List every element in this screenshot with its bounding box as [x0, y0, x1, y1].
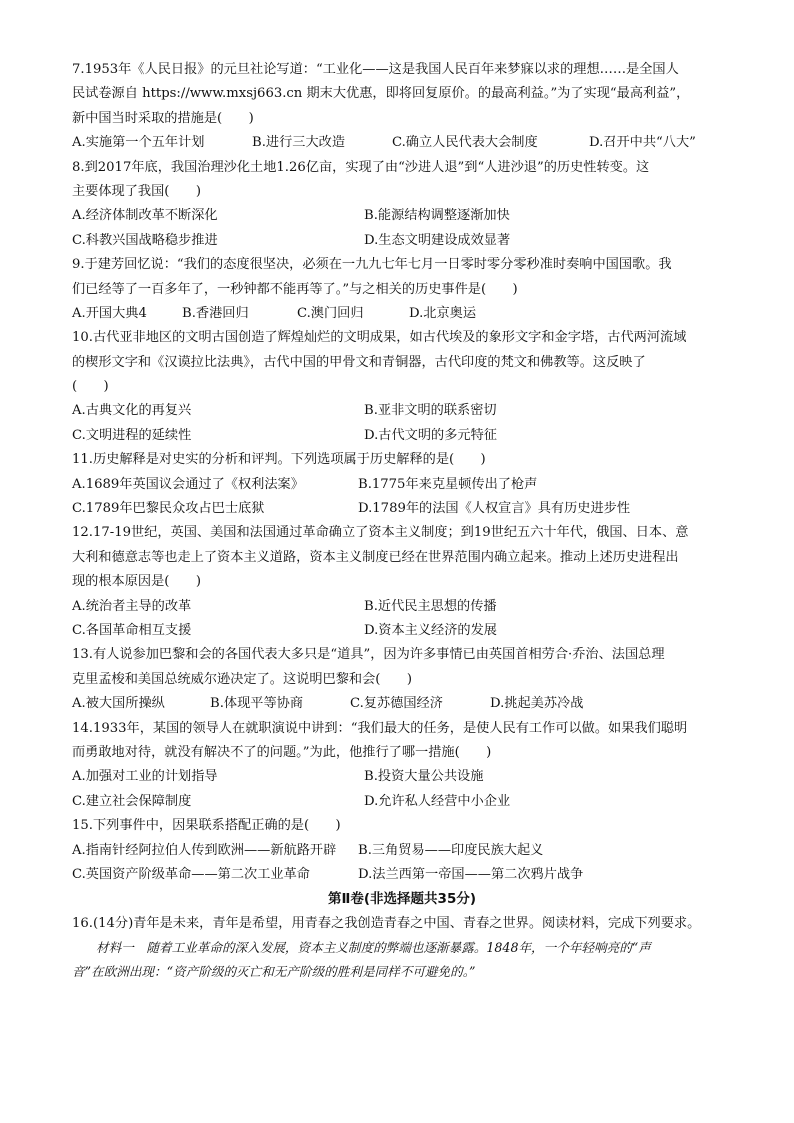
question-text: 15.下列事件中，因果联系搭配正确的是( ): [72, 818, 341, 834]
question-text: 7.1953年《人民日报》的元旦社论写道：“工业化——这是我国人民百年来梦寐以求的理想……是全国人: [72, 62, 679, 77]
option-c[interactable]: C.各国革命相互支援: [72, 622, 192, 638]
material-text: 音”在欧洲出现：“资产阶级的灭亡和无产阶级的胜利是同样不可避免的。”: [72, 964, 476, 980]
option-b[interactable]: B.能源结构调整逐渐加快: [364, 208, 510, 224]
options-row: [72, 424, 732, 448]
option-b[interactable]: B.进行三大改造: [252, 135, 346, 151]
options-row: [72, 595, 732, 619]
option-d[interactable]: D.法兰西第一帝国——第二次鸦片战争: [358, 866, 584, 882]
option-b[interactable]: B.体现平等协商: [210, 696, 304, 712]
option-a[interactable]: A.实施第一个五年计划: [72, 135, 205, 151]
question-text: 9.于建芳回忆说：“我们的态度很坚决，必须在一九九七年七月一日零时零分零秒准时奏响中国国歌。我: [72, 257, 672, 273]
option-d[interactable]: D.古代文明的多元特征: [364, 427, 497, 443]
question-text: 新中国当时采取的措施是( ): [72, 110, 254, 126]
option-d[interactable]: D.允许私人经营中小企业: [364, 793, 511, 809]
option-c[interactable]: C.文明进程的延续性: [72, 427, 192, 443]
options-row: [72, 839, 732, 863]
question-text: 克里孟梭和美国总统威尔逊决定了。这说明巴黎和会( ): [72, 671, 412, 687]
question-9: [72, 253, 732, 326]
option-a[interactable]: A.开国大典4: [72, 305, 147, 321]
question-12: [72, 521, 732, 643]
options-row: [72, 692, 732, 716]
question-text: ( ): [72, 379, 109, 395]
option-a[interactable]: A.被大国所操纵: [72, 696, 165, 712]
option-a[interactable]: A.1689年英国议会通过了《权利法案》: [72, 476, 304, 492]
option-d[interactable]: D.北京奥运: [409, 305, 477, 321]
question-text: 主要体现了我国( ): [72, 183, 201, 199]
option-a[interactable]: A.加强对工业的计划指导: [72, 769, 218, 785]
question-text: 12.17-19世纪，英国、美国和法国通过革命确立了资本主义制度；到19世纪五六十年代，俄国、日本、意: [72, 525, 689, 541]
option-c[interactable]: C.确立人民代表大会制度: [392, 135, 538, 151]
question-text: 而勇敢地对待，就没有解决不了的问题。”为此，他推行了哪一措施( ): [72, 744, 492, 760]
question-text: 的楔形文字和《汉谟拉比法典》，古代中国的甲骨文和青铜器，古代印度的梵文和佛教等。这反映了: [72, 354, 646, 370]
material-block: [72, 936, 732, 985]
material-text: 材料一 随着工业革命的深入发展，资本主义制度的弊端也逐渐暴露。1848年，一个年轻响亮的“声: [96, 940, 651, 956]
question-text: 10.古代亚非地区的文明古国创造了辉煌灿烂的文明成果，如古代埃及的象形文字和金字塔，古代两河流域: [72, 330, 687, 346]
question-16: [72, 912, 732, 985]
options-row: [72, 790, 732, 814]
options-row: [72, 473, 732, 497]
exam-page: [72, 58, 732, 985]
options-row: [72, 204, 732, 228]
option-b[interactable]: B.亚非文明的联系密切: [364, 403, 497, 419]
question-7: [72, 58, 732, 156]
option-b[interactable]: B.香港回归: [182, 305, 249, 321]
option-d[interactable]: D.资本主义经济的发展: [364, 622, 497, 638]
question-text: 现的根本原因是( ): [72, 574, 201, 590]
question-8: [72, 156, 732, 254]
option-c[interactable]: C.科教兴国战略稳步推进: [72, 232, 218, 248]
question-14: [72, 717, 732, 815]
options-row: [72, 619, 732, 643]
option-a[interactable]: A.古典文化的再复兴: [72, 403, 192, 419]
option-c[interactable]: C.1789年巴黎民众攻占巴士底狱: [72, 501, 265, 517]
option-d[interactable]: D.1789年的法国《人权宣言》具有历史进步性: [358, 501, 631, 517]
options-row: [72, 863, 732, 887]
option-d[interactable]: D.挑起美苏冷战: [490, 696, 584, 712]
option-c[interactable]: C.建立社会保障制度: [72, 793, 192, 809]
option-b[interactable]: B.1775年来克星顿传出了枪声: [358, 476, 538, 492]
option-c[interactable]: C.英国资产阶级革命——第二次工业革命: [72, 866, 310, 882]
question-text: 大利和德意志等也走上了资本主义道路，资本主义制度已经在世界范围内确立起来。推动上述历史进程出: [72, 549, 679, 565]
question-text: 14.1933年，某国的领导人在就职演说中讲到：“我们最大的任务，是使人民有工作可以做。如果我们聪明: [72, 720, 688, 736]
option-b[interactable]: B.三角贸易——印度民族大起义: [358, 842, 544, 858]
options-row: [72, 765, 732, 789]
options-row: [72, 399, 732, 423]
options-row: [72, 131, 732, 155]
option-b[interactable]: B.投资大量公共设施: [364, 769, 484, 785]
options-row: [72, 302, 732, 326]
question-13: [72, 643, 732, 716]
question-text: 们已经等了一百多年了，一秒钟都不能再等了。”与之相关的历史事件是( ): [72, 281, 518, 297]
question-text: 8.到2017年底，我国治理沙化土地1.26亿亩，实现了由“沙进人退”到“人进沙退”的历史性转变。这: [72, 159, 650, 175]
option-b[interactable]: B.近代民主思想的传播: [364, 598, 497, 614]
option-d[interactable]: D.召开中共“八大”: [589, 135, 696, 151]
option-c[interactable]: C.澳门回归: [297, 305, 364, 321]
option-a[interactable]: A.经济体制改革不断深化: [72, 208, 218, 224]
question-15: [72, 814, 732, 887]
options-row: [72, 497, 732, 521]
question-text: 11.历史解释是对史实的分析和评判。下列选项属于历史解释的是( ): [72, 452, 486, 468]
option-a[interactable]: A.统治者主导的改革: [72, 598, 192, 614]
options-row: [72, 229, 732, 253]
question-text: 16.(14分)青年是未来，青年是希望，用青春之我创造青春之中国、青春之世界。阅读材料，完成下列要求。: [72, 915, 701, 931]
option-a[interactable]: A.指南针经阿拉伯人传到欧洲——新航路开辟: [72, 842, 337, 858]
question-text: 民试卷源自 https://www.mxsj663.cn 期末大优惠，即将回复原价。的最高利益。”为了实现“最高利益”，: [72, 86, 690, 102]
section-title: 第Ⅱ卷(非选择题共35分): [327, 891, 477, 908]
question-11: [72, 448, 732, 521]
option-d[interactable]: D.生态文明建设成效显著: [364, 232, 511, 248]
question-10: [72, 326, 732, 448]
option-c[interactable]: C.复苏德国经济: [350, 696, 443, 712]
question-text: 13.有人说参加巴黎和会的各国代表大多只是“道具”，因为许多事情已由英国首相劳合·乔治、法国总理: [72, 647, 665, 663]
